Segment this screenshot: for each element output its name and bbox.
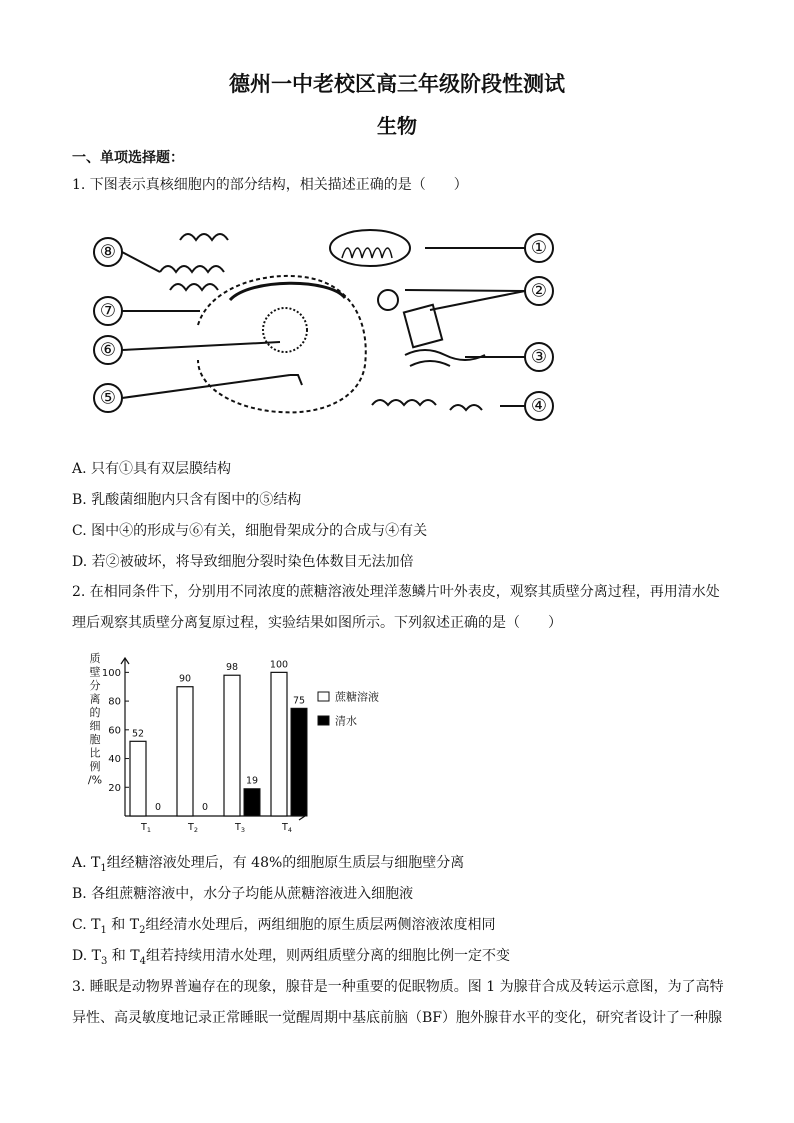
y-axis-label — [88, 651, 102, 787]
q1-option-c: C. 图中④的形成与⑥有关，细胞骨架成分的合成与④有关 — [72, 523, 428, 539]
cell-structure-figure — [80, 200, 580, 430]
y-label-char: 分 — [89, 679, 101, 692]
legend-swatch-water — [318, 716, 329, 725]
y-label-char: 胞 — [89, 733, 101, 746]
y-tick-label: 100 — [101, 667, 121, 679]
exam-subject: 生物 — [377, 114, 417, 138]
y-label-char: 质 — [89, 652, 101, 665]
question-2-stem-line1: 2. 在相同条件下，分别用不同浓度的蔗糖溶液处理洋葱鳞片叶外表皮，观察其质壁分离过程，再用清水处 — [72, 584, 720, 600]
question-3-line1: 3. 睡眠是动物界普遍存在的现象，腺苷是一种重要的促眠物质。图 1 为腺苷合成及转运示意图，为了高特 — [72, 979, 724, 995]
chart-legend — [318, 690, 379, 728]
bar-sucrose — [271, 672, 287, 816]
y-label-char: 壁 — [89, 665, 101, 679]
mitochondrion-shape — [330, 230, 410, 266]
bar-sucrose — [130, 741, 146, 816]
question-2-stem-line2: 理后观察其质壁分离复原过程，实验结果如图所示。下列叙述正确的是（ ） — [72, 615, 562, 631]
legend-swatch-sucrose — [318, 692, 329, 701]
label-6: ⑥ — [99, 339, 117, 361]
y-tick-label: 40 — [108, 754, 121, 766]
bar-label-sucrose: 52 — [131, 728, 145, 740]
y-tick-label: 80 — [108, 696, 121, 708]
q2-option-a: A. $T_1$组经糖溶液处理后，有 48%的细胞原生质层与细胞壁分离 — [72, 855, 465, 874]
y-label-char: 的 — [89, 706, 101, 719]
y-label-char: 比 — [89, 746, 101, 760]
y-label-char: /% — [87, 773, 103, 787]
label-7: ⑦ — [99, 300, 117, 322]
label-1: ① — [530, 237, 548, 259]
y-tick-label: 20 — [108, 782, 121, 794]
x-tick-label: $T_4$ — [282, 822, 292, 834]
legend-label-sucrose: 蔗糖溶液 — [335, 690, 379, 704]
label-5: ⑤ — [99, 387, 117, 409]
bar-chart — [80, 648, 420, 838]
x-tick-label: $T_3$ — [235, 822, 245, 834]
bar-water — [291, 708, 307, 816]
x-tick-label: $T_1$ — [141, 822, 151, 834]
exam-title: 德州一中老校区高三年级阶段性测试 — [229, 71, 565, 96]
section-heading: 一、单项选择题： — [72, 150, 184, 166]
question-1-stem: 1. 下图表示真核细胞内的部分结构，相关描述正确的是（ ） — [72, 177, 468, 193]
bar-label-water: 19 — [245, 775, 259, 787]
label-2: ② — [530, 280, 548, 302]
y-tick-label: 60 — [108, 725, 121, 737]
x-tick-label: $T_2$ — [188, 822, 198, 834]
bar-label-water: 75 — [292, 695, 306, 707]
label-4: ④ — [530, 395, 548, 417]
q1-option-b: B. 乳酸菌细胞内只含有图中的⑤结构 — [72, 492, 302, 508]
label-3: ③ — [530, 346, 548, 368]
legend-label-water: 清水 — [335, 714, 357, 728]
y-label-char: 例 — [89, 760, 101, 773]
q2-option-d: D. $T_3$ 和 $T_4$组若持续用清水处理，则两组质壁分离的细胞比例一定不变 — [72, 948, 510, 967]
bar-label-sucrose: 90 — [178, 673, 192, 685]
bar-label-water: 0 — [201, 802, 209, 813]
y-label-char: 细 — [89, 719, 101, 733]
bar-sucrose — [177, 687, 193, 816]
label-8: ⑧ — [99, 241, 117, 263]
q2-option-c: C. $T_1$ 和 $T_2$组经清水处理后，两组细胞的原生质层两侧溶液浓度相同 — [72, 917, 496, 936]
q2-option-b: B. 各组蔗糖溶液中，水分子均能从蔗糖溶液进入细胞液 — [72, 886, 414, 902]
bar-label-water: 0 — [154, 802, 162, 813]
bar-label-sucrose: 98 — [225, 662, 239, 674]
bar-water — [244, 789, 260, 816]
y-label-char: 离 — [89, 692, 101, 706]
q1-option-a: A. 只有①具有双层膜结构 — [72, 461, 232, 477]
question-3-line2: 异性、高灵敏度地记录正常睡眠一觉醒周期中基底前脑（BF）胞外腺苷水平的变化，研究者设计了一种腺 — [72, 1010, 722, 1026]
bar-sucrose — [224, 675, 240, 816]
chart-bars — [130, 659, 307, 834]
bar-label-sucrose: 100 — [269, 659, 289, 671]
q1-option-d: D. 若②被破坏，将导致细胞分裂时染色体数目无法加倍 — [72, 554, 414, 570]
